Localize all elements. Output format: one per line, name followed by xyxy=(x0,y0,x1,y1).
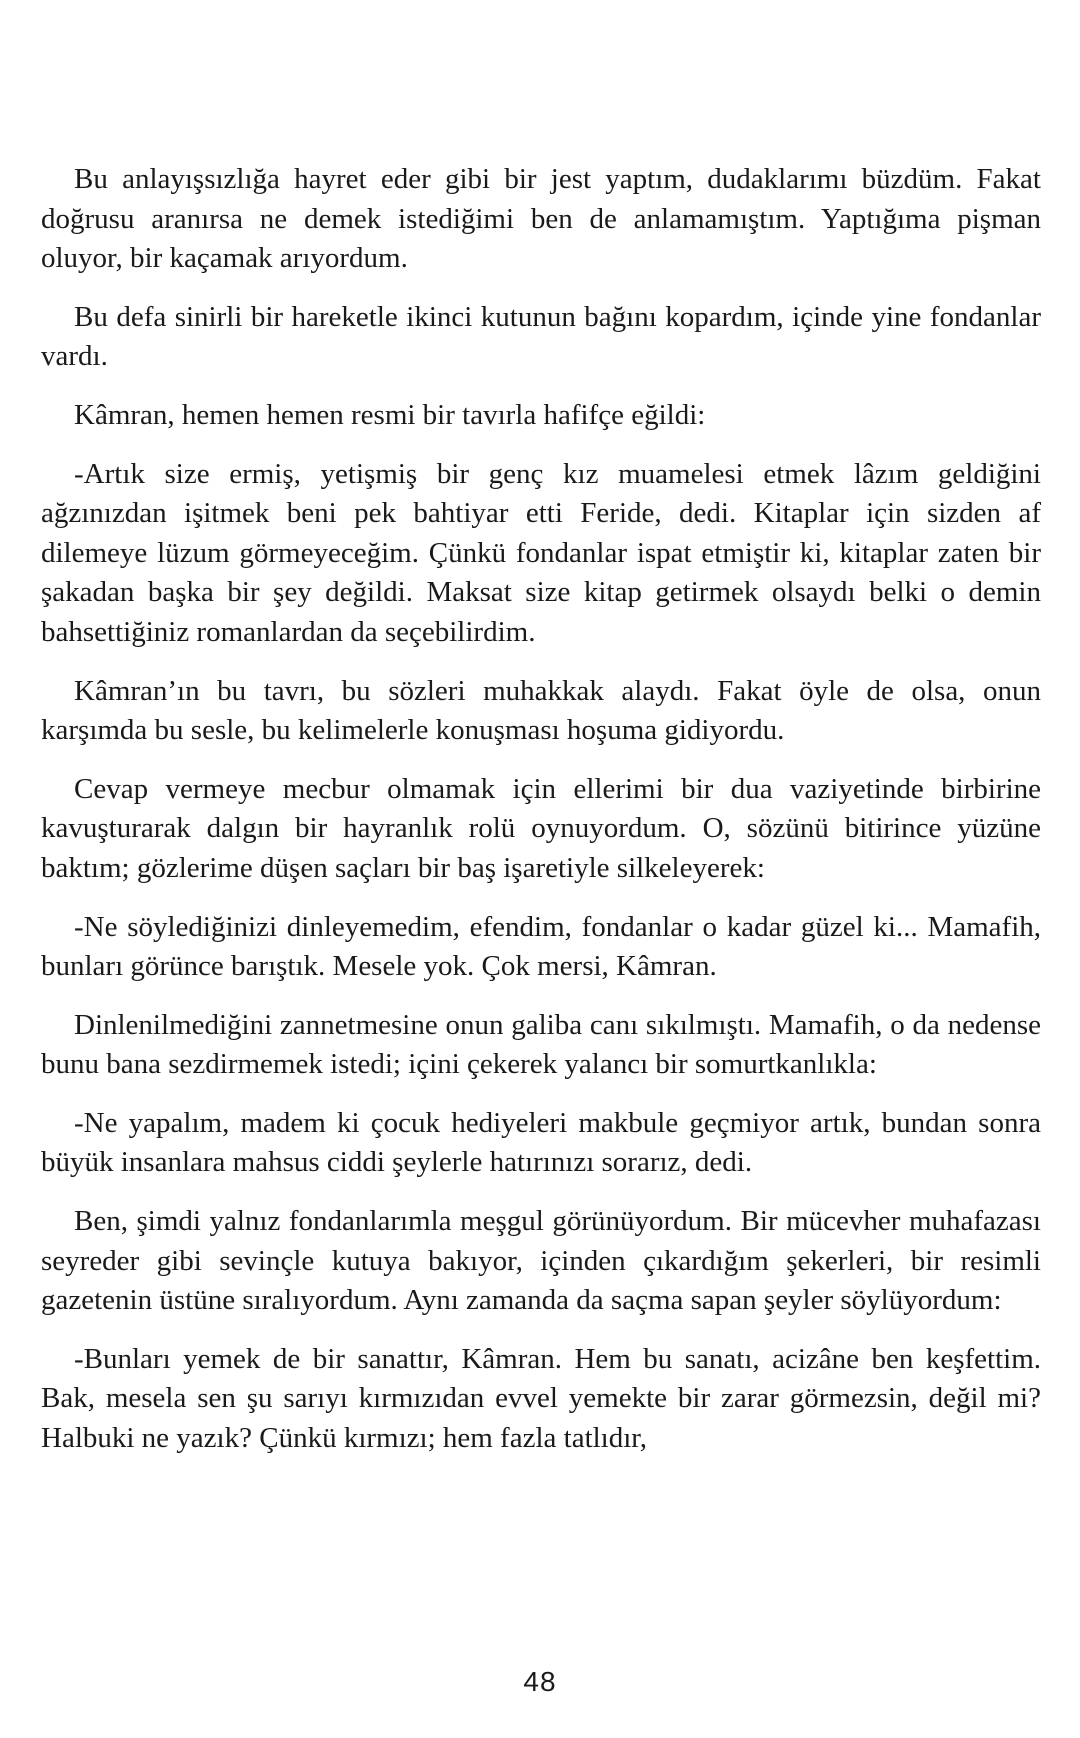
paragraph: Kâmran, hemen hemen resmi bir tavırla hafifçe eğildi: xyxy=(74,398,706,431)
paragraph: Bu anlayışsızlığa hayret eder gibi bir jest yaptım, dudaklarımı büzdüm. Fakat doğrusu aranırsa ne demek istediğimi ben de anlamamıştım. Yaptığıma pişman oluyor, bir kaçamak arıyordum. xyxy=(41,163,1041,275)
paragraph: -Bunları yemek de bir sanattır, Kâmran. Hem bu sanatı, acizâne ben keşfettim. Bak, mesela sen şu sarıyı kırmızıdan evvel yemekte bir zarar görmezsin, değil mi? Halbuki ne yazık? Çünkü kırmızı; hem fazla tatlıdır, xyxy=(41,1342,1041,1455)
page-number: 48 xyxy=(523,1666,557,1697)
paragraph: -Artık size ermiş, yetişmiş bir genç kız muamelesi etmek lâzım geldiğini ağzınızdan işitmek beni pek bahtiyar etti Feride, dedi. Kitaplar için sizden af dilemeye lüzum görmeyeceğim. Çünkü fondanlar ispat etmiştir ki, kitaplar zaten bir şakadan başka bir şey değildi. Maksat size kitap getirmek olsaydı belki o demin bahsettiğiniz romanlardan da seçebilirdim. xyxy=(41,457,1041,648)
body-text xyxy=(41,160,1041,1478)
paragraph: Ben, şimdi yalnız fondanlarımla meşgul görünüyordum. Bir mücevher muhafazası seyreder gibi sevinçle kutuya bakıyor, içinden çıkardığım şekerleri, bir resimli gazetenin üstüne sıralıyordum. Aynı zamanda da saçma sapan şeyler söylüyordum: xyxy=(41,1205,1041,1317)
paragraph: Cevap vermeye mecbur olmamak için ellerimi bir dua vaziyetinde birbirine kavuşturarak dalgın bir hayranlık rolü oynuyordum. O, sözünü bitirince yüzüne baktım; gözlerime düşen saçları bir baş işaretiyle silkeleyerek: xyxy=(41,772,1041,884)
paragraph: -Ne yapalım, madem ki çocuk hediyeleri makbule geçmiyor artık, bundan sonra büyük insanlara mahsus ciddi şeylerle hatırınızı sorarız, dedi. xyxy=(41,1106,1041,1179)
paragraph: -Ne söylediğinizi dinleyemedim, efendim, fondanlar o kadar güzel ki... Mamafih, bunları görünce barıştık. Mesele yok. Çok mersi, Kâmran. xyxy=(41,910,1041,983)
paragraph: Bu defa sinirli bir hareketle ikinci kutunun bağını kopardım, içinde yine fondanlar vardı. xyxy=(41,300,1041,373)
paragraph: Dinlenilmediğini zannetmesine onun galiba canı sıkılmıştı. Mamafih, o da nedense bunu bana sezdirmemek istedi; içini çekerek yalancı bir somurtkanlıkla: xyxy=(41,1008,1041,1081)
paragraph: Kâmran’ın bu tavrı, bu sözleri muhakkak alaydı. Fakat öyle de olsa, onun karşımda bu sesle, bu kelimelerle konuşması hoşuma gidiyordu. xyxy=(41,674,1041,747)
